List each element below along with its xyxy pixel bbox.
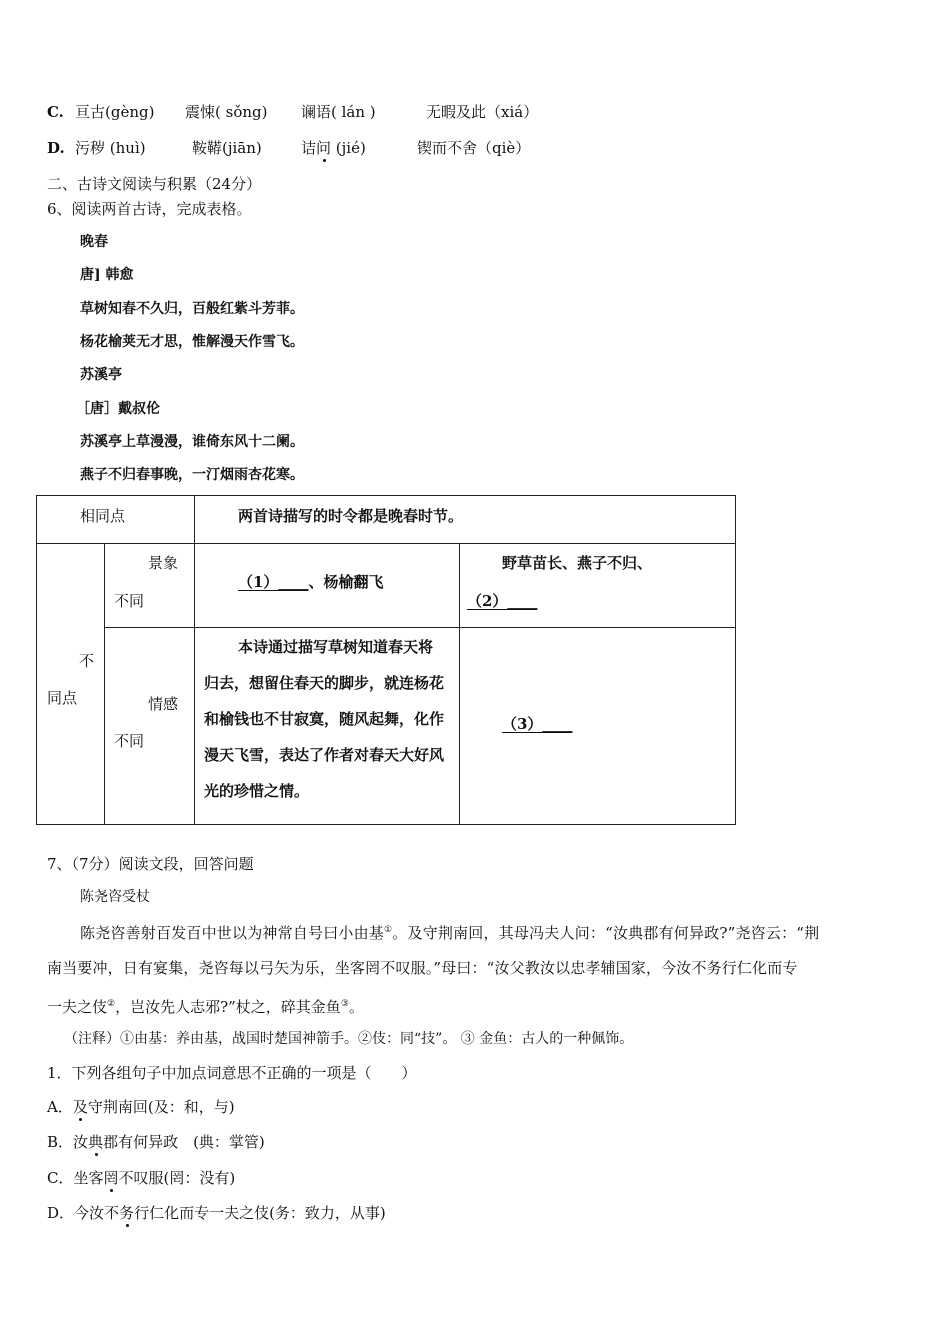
choice-c-letter: C． [47, 1169, 74, 1187]
table-border-top [36, 495, 736, 496]
dotted-char: 及 [72, 1098, 88, 1116]
passage-line-3 [47, 994, 364, 1017]
answer-blank-1[interactable]: （1）____ [238, 573, 309, 591]
same-label: 相同点 [80, 507, 126, 525]
option-d-item-1: 污秽 (huì) [75, 139, 146, 157]
scene-poem2-text: 野草苗长、燕子不归、 [502, 554, 653, 572]
poem2-line2: 燕子不归春事晚，一汀烟雨杏花寒。 [80, 467, 304, 483]
choice-d-pre: 今汝不 [74, 1204, 120, 1222]
table-col-divider-3 [459, 543, 460, 825]
scene-poem1-cell [238, 572, 383, 592]
footnote-mark-1: ① [384, 925, 393, 935]
answer-blank-2[interactable] [467, 591, 537, 611]
option-d-item-3-char: 诘 [301, 139, 317, 157]
answer-blank-3-text: （3）____ [502, 715, 573, 733]
choice-b[interactable] [47, 1132, 265, 1152]
table-border-right [735, 495, 736, 825]
dotted-char: 务 [119, 1204, 135, 1222]
poem1-title: 晚春 [80, 234, 108, 250]
option-d-item-4: 锲而不舍（qiè） [417, 139, 531, 157]
section-heading: 二、古诗文阅读与积累（24分） [47, 175, 262, 193]
option-c-item-3: 谰语( lán ) [301, 103, 376, 121]
choice-d[interactable] [47, 1203, 386, 1223]
dotted-char: 典 [88, 1133, 104, 1151]
choice-a-letter: A． [47, 1098, 73, 1116]
passage-line-3-a: 一夫之伎 [47, 998, 108, 1016]
poem1-line1: 草树知春不久归，百般红紫斗芳菲。 [80, 301, 304, 317]
table-border-bottom [36, 824, 736, 825]
sub1-prompt: 1．下列各组句子中加点词意思不正确的一项是（ ） [47, 1064, 417, 1082]
answer-blank-2-text: （2）____ [467, 592, 538, 610]
choice-c-pre: 坐客 [73, 1169, 104, 1187]
table-col-divider-2 [194, 495, 195, 825]
passage-line-3-c: 。 [348, 998, 364, 1016]
poem1-author: 唐] 韩愈 [80, 267, 134, 283]
diff-label-line1: 不 [79, 652, 95, 670]
poem2-line1: 苏溪亭上草漫漫，谁倚东风十二阑。 [80, 434, 304, 450]
poem2-title: 苏溪亭 [80, 367, 122, 383]
choice-a[interactable] [47, 1097, 235, 1117]
passage-line-1-b: 。及守荆南回，其母冯夫人问：“汝典郡有何异政?”尧咨云：“荆 [392, 924, 820, 942]
passage-line-1-a: 陈尧咨善射百发百中世以为神常自号曰小由基 [80, 924, 385, 942]
table-border-left [36, 495, 37, 825]
answer-blank-3[interactable] [502, 714, 572, 734]
choice-b-post: 郡有何异政 (典：掌管) [103, 1133, 265, 1151]
footnote-mark-3: ③ [340, 999, 349, 1009]
passage-title: 陈尧咨受杖 [80, 889, 150, 905]
emotion-label-line2: 不同 [114, 732, 145, 750]
option-c-item-2: 震悚( sǒng) [185, 103, 268, 121]
annotation: （注释）①由基：养由基，战国时楚国神箭手。②伎：同“技”。 ③ 金鱼：古人的一种佩饰。 [64, 1031, 634, 1047]
option-c-item-1: 亘古(gèng) [75, 103, 155, 121]
table-col-divider-1 [104, 543, 105, 825]
choice-d-post: 行仁化而专一夫之伎(务：致力，从事) [134, 1204, 386, 1222]
emotion-poem1-text: 本诗通过描写草树知道春天将归去，想留住春天的脚步，就连杨花和榆钱也不甘寂寞，随风起舞，化作漫天飞雪，表达了作者对春天大好风光的珍惜之情。 [204, 638, 445, 800]
scene-poem1-text: 、杨榆翻飞 [308, 573, 384, 591]
option-d-item-3 [301, 138, 366, 158]
q7-prompt: 7、（7分）阅读文段，回答问题 [47, 855, 254, 873]
option-c-item-4: 无暇及此（xiá） [426, 103, 539, 121]
scene-label-line1: 景象 [148, 554, 179, 572]
option-d-item-3-pinyin: (jié) [331, 139, 366, 157]
option-d-item-2: 鞍鞯(jiān) [192, 139, 262, 157]
poem1-line2: 杨花榆荚无才思，惟解漫天作雪飞。 [80, 334, 304, 350]
passage-line-1 [80, 920, 819, 943]
option-d-row [47, 138, 607, 160]
choice-a-post: 守荆南回(及：和，与) [87, 1098, 235, 1116]
same-text: 两首诗描写的时令都是晚春时节。 [238, 507, 464, 525]
footnote-mark-2: ② [107, 999, 116, 1009]
q6-prompt: 6、阅读两首古诗，完成表格。 [47, 200, 252, 218]
emotion-label-line1: 情感 [148, 695, 179, 713]
dotted-char: 罔 [103, 1169, 119, 1187]
poem2-author: ［唐］戴叔伦 [76, 401, 160, 417]
choice-c-post: 不叹服(罔：没有) [118, 1169, 236, 1187]
table-divider-1 [36, 543, 736, 544]
option-c-letter: C. [47, 103, 64, 121]
choice-b-pre: 汝 [73, 1133, 89, 1151]
table-divider-2 [104, 627, 736, 628]
scene-label-line2: 不同 [114, 592, 145, 610]
passage-line-2: 南当要冲，日有宴集，尧咨每以弓矢为乐，坐客罔不叹服。”母曰：“汝父教汝以忠孝辅国家，今汝不务行仁化而专 [47, 959, 798, 977]
choice-c[interactable] [47, 1168, 235, 1188]
passage-line-3-b: ，岂汝先人志邪?”杖之，碎其金鱼 [115, 998, 341, 1016]
dotted-char: 问 [316, 139, 332, 157]
choice-b-letter: B． [47, 1133, 74, 1151]
diff-label-line2: 同点 [47, 689, 78, 707]
choice-d-letter: D． [47, 1204, 75, 1222]
option-d-letter: D. [47, 139, 65, 157]
option-c-row [47, 102, 607, 122]
